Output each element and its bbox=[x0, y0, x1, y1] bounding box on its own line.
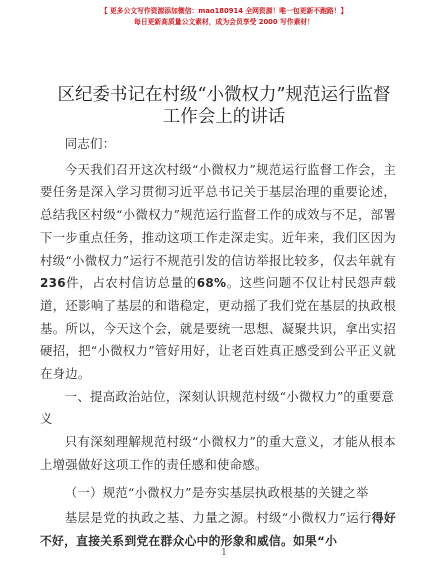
title-line-2: 工作会上的讲话 bbox=[162, 107, 286, 127]
complaint-count: 236 bbox=[40, 276, 66, 291]
section-heading-1: 一、提高政治站位，深刻认识规范村级“小微权力”的重要意义 bbox=[40, 388, 394, 427]
promo-banner-line-2: 每日更新高质量公文素材，成为会员享受 2000 写作素材！ bbox=[134, 18, 314, 26]
paragraph-foundation-bold: 得好不好，直接关系到党在群众心中的形象和威信。如果“小 bbox=[40, 511, 396, 548]
title-line-1: 区纪委书记在村级“小微权力”规范运行监督 bbox=[57, 85, 391, 105]
document-body bbox=[40, 133, 396, 553]
complaint-percentage: 68% bbox=[196, 276, 227, 291]
paragraph-intro-text-b: 件，占农村信访总量的 bbox=[65, 275, 197, 291]
paragraph-foundation-text: 基层是党的执政之基、力量之源。村级“小微权力”运行 bbox=[64, 510, 372, 526]
paragraph-foundation bbox=[40, 507, 396, 552]
promo-banner-line-1: 【 更多公文写作资源添加微信：mao180914 全网资源！唯一包更新不跑路！】 bbox=[100, 7, 348, 15]
page-number: 1 bbox=[221, 548, 227, 558]
salutation: 同志们： bbox=[64, 136, 116, 151]
paragraph-intro bbox=[40, 159, 396, 386]
subheading-1: （一）规范“小微权力”是夯实基层执政根基的关键之举 bbox=[64, 484, 369, 500]
paragraph-intro-text-a: 今天我们召开这次村级“小微权力”规范运行监督工作会，主要任务是深入学习贯彻习近平总书记关于基层治理的重要论述，总结我区村级“小微权力”规范运行监督工作的成效与不足，部署下一步重点任务，推动这项工作走深走实。近年来，我们区因为村级“小微权力”运行不规范引发的信访举报比较多，仅去年就有 bbox=[40, 161, 396, 268]
paragraph-significance: 只有深刻理解规范村级“小微权力”的重大意义，才能从根本上增强做好这项工作的责任感和使命感。 bbox=[40, 434, 396, 472]
paragraph-intro-text-c: 。这些问题不仅让村民怨声载道，还影响了基层的和谐稳定，更动摇了我们党在基层的执政根基。所以，今天这个会，就是要统一思想、凝聚共识，拿出实招硬招，把“小微权力”管好用好，让老百姓真正感受到公平正义就在身边。 bbox=[40, 275, 397, 382]
document-title bbox=[30, 84, 418, 128]
promo-banner bbox=[0, 6, 448, 28]
